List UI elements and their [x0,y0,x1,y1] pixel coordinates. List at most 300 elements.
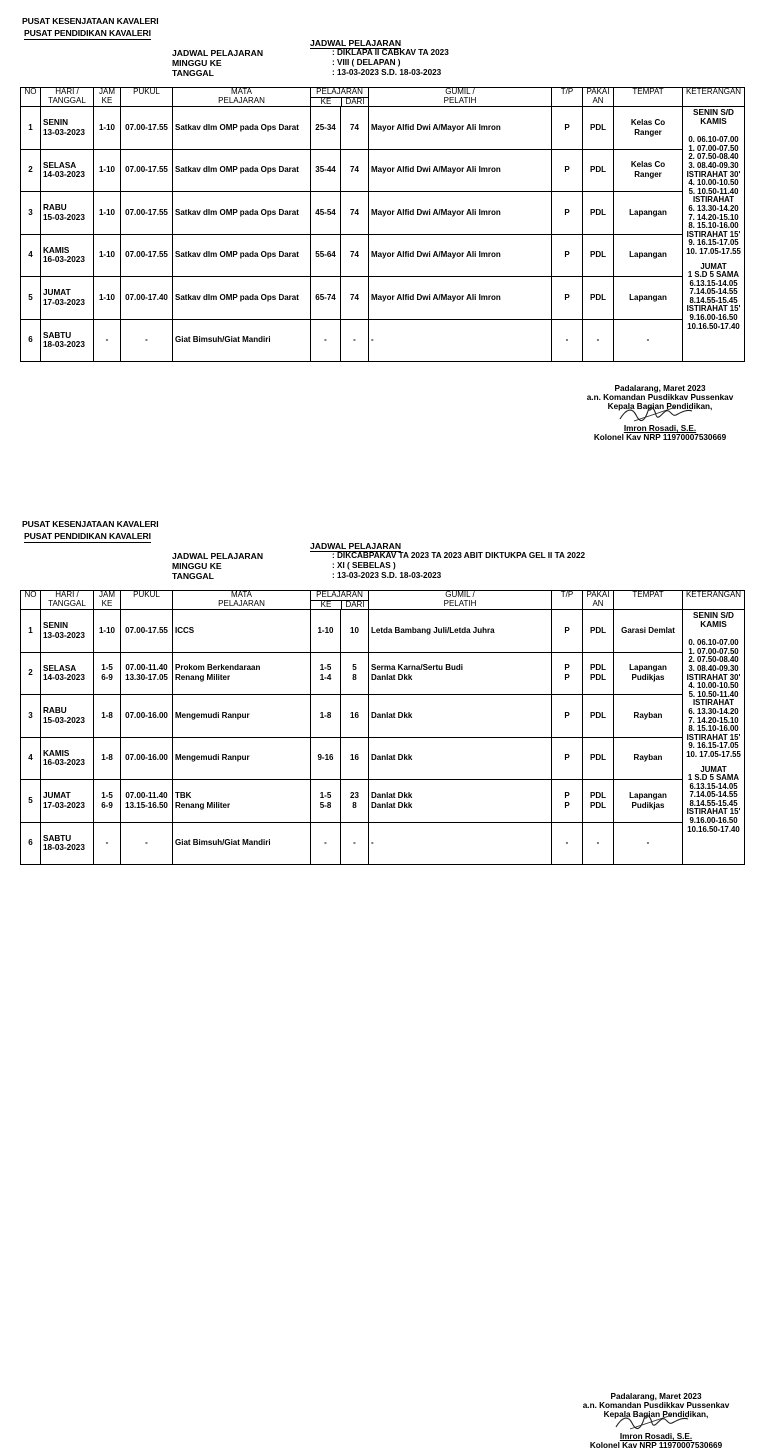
header-jam-text: JAM [99,87,115,96]
cell-jam [94,780,121,823]
cell-ke [311,652,341,695]
cell-line: 10 [350,625,359,635]
header-mata [173,591,311,610]
cell-line: 1-8 [101,710,113,720]
cell-hari [41,319,94,362]
keterangan-line: 7.14.05-14.55 [689,790,738,800]
cell-gumil [369,610,552,653]
cell-line: Rayban [633,710,663,720]
cell-jam-text [96,663,118,683]
cell-no-text [23,165,38,175]
header-gumil [369,88,552,107]
cell-pakaian-text [585,335,611,345]
cell-line: Kelas Co Ranger [630,160,666,180]
table-row [21,652,745,695]
cell-line: 2 [28,165,33,175]
keterangan-line: 6. 13.30-14.20 [688,203,739,213]
cell-ke [311,277,341,320]
cell-gumil-text [371,626,549,636]
table-row [21,780,745,823]
cell-line: 74 [350,207,359,217]
cell-tempat-text [616,791,680,811]
cell-line: Satkav dlm OMP pada Ops Darat [175,292,299,302]
cell-pakaian-text [585,250,611,260]
keterangan-line: 9.16.00-16.50 [689,313,738,323]
cell-tp-text [554,123,580,133]
cell-ke-text [313,123,338,133]
cell-line: Prokom Berkendaraan [175,663,261,673]
cell-no [21,149,41,192]
header-gumil-text: GUMIL / [445,87,475,96]
cell-hari-day: SENIN [43,118,69,128]
cell-tp [552,610,583,653]
cell-line: P [564,122,570,132]
cell-tempat [614,192,683,235]
header-keterangan-text: KETERANGAN [685,590,742,599]
cell-line: 45-54 [315,207,336,217]
keterangan-line: 5. 10.50-11.40 [688,186,739,196]
cell-no-text [23,250,38,260]
cell-hari-day: KAMIS [43,748,70,758]
cell-no [21,234,41,277]
header-mata [173,88,311,107]
keterangan-title: SENIN S/D KAMIS [693,108,734,126]
cell-no-text [23,335,38,345]
cell-line: 6-9 [101,673,113,683]
header-no-text: NO [24,590,37,599]
meta-label: MINGGU KE [172,58,222,68]
header-tempat-text: TEMPAT [632,590,664,599]
cell-no [21,107,41,150]
handwritten-signature [616,401,696,427]
cell-jam [94,192,121,235]
header-pakaian [583,88,614,107]
document-title: JADWAL PELAJARAN [310,541,402,551]
cell-line: 23 [350,790,359,800]
cell-tempat [614,780,683,823]
cell-line: 07.00-11.40 [125,790,168,800]
cell-gumil-text [371,250,549,260]
cell-jam [94,652,121,695]
cell-tempat-text [616,335,680,345]
keterangan-line: 0. 06.10-07.00 [688,638,739,648]
cell-tp-text [554,208,580,218]
cell-pakaian [583,610,614,653]
header-gumil-text: GUMIL / [445,590,475,599]
cell-tempat [614,234,683,277]
cell-pukul [121,610,173,653]
meta-label: JADWAL PELAJARAN [172,48,264,58]
cell-line: 4 [28,753,33,763]
cell-dari-text [343,626,366,636]
cell-line: PDL [590,673,606,683]
cell-line: 25-34 [315,122,336,132]
sign-role: Kepala Bagian Pendidikan, [607,401,713,411]
cell-line: - [353,838,356,848]
cell-gumil-text [371,791,549,811]
cell-line: 16 [350,710,359,720]
header-mata-text: PELAJARAN [218,598,265,608]
table-row [21,192,745,235]
cell-no [21,822,41,865]
keterangan-line: 7. 14.20-15.10 [688,715,739,725]
signer-rank: Kolonel Kav NRP 11970007530669 [593,433,727,443]
header-pukul [121,88,173,107]
cell-pukul [121,192,173,235]
cell-hari-date: 16-03-2023 [43,255,85,265]
cell-pakaian-text [585,293,611,303]
cell-jam [94,737,121,780]
cell-no-text [23,753,38,763]
cell-line: 6 [28,838,33,848]
cell-hari [41,107,94,150]
cell-tp [552,695,583,738]
cell-dari [341,277,369,320]
cell-pukul-text [123,791,170,811]
signature-area [560,411,760,425]
header-tp [552,591,583,610]
cell-line: P [564,753,570,763]
cell-jam-text [96,838,118,848]
cell-gumil-text [371,663,549,683]
cell-line: 13.30-17.05 [125,673,168,683]
cell-line: Renang Militer [175,673,231,683]
cell-tp [552,652,583,695]
cell-mata [173,319,311,362]
cell-line: Kelas Co Ranger [630,117,666,137]
cell-pakaian-text [585,208,611,218]
cell-dari-text [343,250,366,260]
cell-tp [552,737,583,780]
header-tempat [614,88,683,107]
cell-hari-date: 15-03-2023 [43,212,85,222]
cell-line: 5 [28,795,33,805]
schedule-table [20,87,745,362]
cell-line: Satkav dlm OMP pada Ops Darat [175,122,299,132]
cell-line: 07.00-16.00 [125,753,168,763]
cell-line: 07.00-17.55 [125,122,168,132]
cell-line: Giat Bimsuh/Giat Mandiri [175,335,271,345]
cell-mata [173,652,311,695]
header-ke: KE [311,98,342,107]
schedule-document [0,0,768,500]
keterangan-line: 10. 17.05-17.55 [686,246,741,256]
cell-pukul-text [123,165,170,175]
cell-tp-text [554,838,580,848]
cell-ke-text [313,293,338,303]
header-pukul-text: PUKUL [133,590,160,599]
cell-gumil-text [371,208,549,218]
cell-mata-text [175,753,308,763]
handwritten-signature [612,1409,692,1435]
cell-pukul [121,695,173,738]
header-dari: DARI [345,96,365,106]
cell-hari-day: KAMIS [43,245,70,255]
cell-dari [341,822,369,865]
cell-mata-text [175,335,308,345]
cell-line: 07.00-17.40 [125,292,168,302]
cell-pukul-text [123,626,170,636]
header-jam [94,591,121,610]
cell-hari [41,780,94,823]
header-mata-text: MATA [230,87,253,96]
cell-gumil [369,234,552,277]
cell-line: 35-44 [315,165,336,175]
cell-no-text [23,711,38,721]
meta-value: : DIKCABPAKAV TA 2023 TA 2023 ABIT DIKTUKPA GEL II TA 2022 [332,551,586,560]
cell-dari [341,610,369,653]
cell-hari-day: SABTU [43,833,72,843]
cell-line: Danlat Dkk [371,790,413,800]
cell-jam [94,149,121,192]
cell-line: - [145,838,148,848]
cell-tempat [614,610,683,653]
cell-line: 07.00-17.55 [125,207,168,217]
header-hari-text: TANGGAL [48,95,86,105]
cell-tempat-text [616,208,680,218]
header-keterangan [683,591,745,610]
cell-hari-date: 13-03-2023 [43,127,85,137]
cell-dari [341,192,369,235]
cell-dari-text [343,165,366,175]
header-mata-text: PELAJARAN [218,95,265,105]
keterangan-line: 6.13.15-14.05 [689,781,738,791]
cell-line: 1-5 [101,790,113,800]
table-row [21,319,745,362]
header-pakaian [583,591,614,610]
keterangan-line: 1. 07.00-07.50 [688,143,739,153]
keterangan-line: 9. 16.15-17.05 [688,238,739,248]
cell-dari-text [343,711,366,721]
cell-line: 9-16 [317,753,334,763]
cell-line: 1-8 [101,753,113,763]
cell-line: Lapangan [629,790,667,800]
keterangan-line: 8. 15.10-16.00 [688,724,739,734]
cell-line: 1-10 [98,292,115,302]
cell-line: 1-10 [98,207,115,217]
header-ke: KE [311,601,342,610]
cell-line: 8 [352,800,357,810]
header-mata-text: MATA [230,590,253,599]
keterangan-line: 3. 08.40-09.30 [688,663,739,673]
cell-tempat-text [616,250,680,260]
cell-line: Mengemudi Ranpur [175,710,250,720]
cell-pukul-text [123,663,170,683]
cell-jam [94,822,121,865]
cell-line: Lapangan [629,292,667,302]
cell-no [21,319,41,362]
cell-line: Pudikjas [631,673,665,683]
cell-pukul [121,319,173,362]
table-row [21,610,745,653]
header-hari [41,591,94,610]
cell-hari-date: 14-03-2023 [43,673,85,683]
cell-line: 3 [28,710,33,720]
cell-ke-text [313,208,338,218]
meta-value: : DIKLAPA II CABKAV TA 2023 [332,48,449,57]
cell-gumil-text [371,711,549,721]
cell-tempat [614,737,683,780]
cell-ke-text [313,626,338,636]
cell-line: Mayor Alfid Dwi A/Mayor Ali Imron [371,122,501,132]
cell-line: Giat Bimsuh/Giat Mandiri [175,838,271,848]
keterangan-line: ISTIRAHAT 30' [686,672,741,682]
cell-pakaian-text [585,165,611,175]
keterangan-cell [683,107,745,362]
cell-pukul [121,277,173,320]
cell-line: Danlat Dkk [371,753,413,763]
cell-line: 1-8 [319,710,332,720]
cell-line: - [596,335,600,345]
cell-jam-text [96,335,118,345]
cell-line: PDL [590,625,606,635]
cell-pakaian [583,695,614,738]
cell-jam-text [96,123,118,133]
cell-tempat-text [616,663,680,683]
header-jam-text: JAM [99,590,115,599]
cell-mata [173,822,311,865]
cell-line: 6-9 [101,800,113,810]
cell-gumil [369,149,552,192]
cell-mata-text [175,250,308,260]
cell-gumil-text [371,753,549,763]
cell-pakaian [583,822,614,865]
cell-pakaian-text [585,626,611,636]
cell-line: PDL [590,292,606,302]
cell-gumil [369,695,552,738]
keterangan-line: ISTIRAHAT 30' [686,169,741,179]
header-tp-text: T/P [560,87,574,96]
cell-line: - [371,838,374,848]
cell-tp-text [554,335,580,345]
sign-on-behalf: a.n. Komandan Pusdikkav Pussenkav [586,392,734,402]
keterangan-line: ISTIRAHAT [692,195,734,205]
meta-label: TANGGAL [172,571,214,581]
cell-line: Mayor Alfid Dwi A/Mayor Ali Imron [371,250,501,260]
cell-line: Lapangan [629,250,667,260]
cell-mata [173,277,311,320]
keterangan-line: 0. 06.10-07.00 [688,135,739,145]
cell-line: P [564,625,570,635]
cell-dari [341,149,369,192]
cell-tp [552,234,583,277]
cell-pukul [121,149,173,192]
header-jam-text: KE [101,95,113,105]
cell-line: Pudikjas [631,800,665,810]
cell-line: 2 [28,668,33,678]
header-hari [41,88,94,107]
header-jam-text: KE [101,598,113,608]
keterangan-line: 4. 10.00-10.50 [688,178,739,188]
cell-pukul-text [123,838,170,848]
header-keterangan [683,88,745,107]
header-pelajaran-text: PELAJARAN [311,591,368,601]
cell-line: 07.00-17.55 [125,250,168,260]
cell-dari-text [343,335,366,345]
sign-place-date: Padalarang, Maret 2023 [610,1392,702,1401]
cell-line: 1-10 [98,250,115,260]
cell-line: PDL [590,790,606,800]
cell-hari [41,822,94,865]
cell-line: - [565,335,569,345]
cell-mata [173,695,311,738]
document-title: JADWAL PELAJARAN [310,38,402,48]
cell-jam-text [96,626,118,636]
cell-line: P [564,663,570,673]
cell-ke-text [313,250,338,260]
cell-no-text [23,668,38,678]
cell-tempat [614,149,683,192]
cell-line: - [105,838,109,848]
cell-no-text [23,626,38,636]
table-header-row [21,591,745,610]
cell-pakaian-text [585,791,611,811]
cell-hari [41,652,94,695]
cell-line: PDL [590,710,606,720]
meta-label: MINGGU KE [172,561,222,571]
cell-line: Letda Bambang Juli/Letda Juhra [371,625,495,635]
cell-mata [173,780,311,823]
cell-hari-date: 17-03-2023 [43,800,85,810]
cell-line: 1-10 [98,165,115,175]
cell-hari [41,277,94,320]
keterangan-line: ISTIRAHAT 15' [686,732,741,742]
cell-jam [94,319,121,362]
cell-pukul [121,737,173,780]
cell-gumil [369,780,552,823]
cell-hari-day: RABU [43,706,67,716]
header-pakaian-text: PAKAI [586,87,610,96]
cell-mata-text [175,165,308,175]
cell-gumil [369,192,552,235]
cell-line: - [324,335,327,345]
sign-on-behalf: a.n. Komandan Pusdikkav Pussenkav [582,1400,730,1410]
cell-line: - [353,335,356,345]
cell-gumil-text [371,335,549,345]
cell-line: Danlat Dkk [371,710,413,720]
cell-dari [341,234,369,277]
cell-jam [94,107,121,150]
table-row [21,149,745,192]
keterangan-line: 8. 15.10-16.00 [688,221,739,231]
cell-mata [173,737,311,780]
cell-tempat-text [616,753,680,763]
cell-pukul-text [123,293,170,303]
cell-gumil-text [371,293,549,303]
header-pukul-text: PUKUL [133,87,160,96]
org-name-line2: PUSAT PENDIDIKAN KAVALERI [24,28,151,38]
table-row [21,822,745,865]
cell-jam-text [96,208,118,218]
meta-label: TANGGAL [172,68,214,78]
cell-ke [311,192,341,235]
cell-no-text [23,123,38,133]
cell-ke-text [313,838,338,848]
cell-gumil [369,107,552,150]
cell-pukul-text [123,123,170,133]
keterangan-cell [683,610,745,865]
cell-tp [552,107,583,150]
cell-line: 1-4 [319,673,332,683]
signer-name: Imron Rosadi, S.E. [619,1432,693,1442]
header-pakaian-text: AN [592,95,604,105]
cell-line: TBK [175,790,192,800]
cell-ke-text [313,791,338,811]
cell-dari [341,737,369,780]
cell-gumil [369,277,552,320]
cell-tp-text [554,753,580,763]
cell-gumil-text [371,123,549,133]
